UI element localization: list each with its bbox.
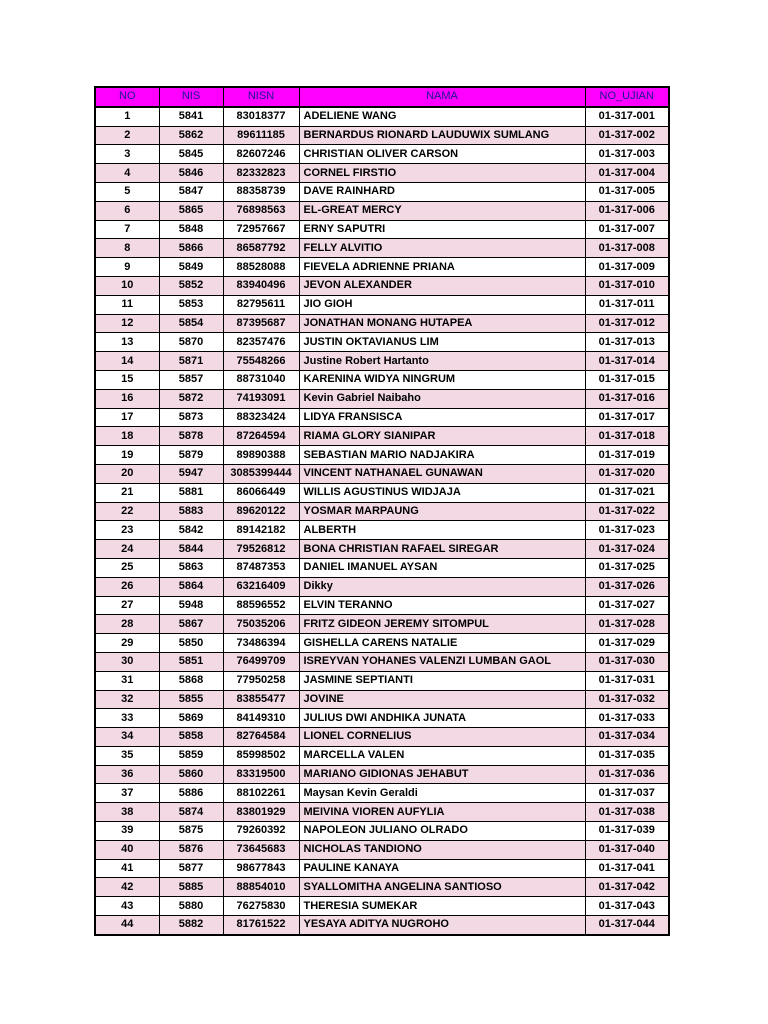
table-body — [95, 107, 669, 935]
table-row — [95, 333, 669, 352]
cell-nisn: 72957667 — [223, 220, 299, 239]
cell-nama: LIDYA FRANSISCA — [299, 408, 585, 427]
cell-nis: 5877 — [159, 859, 223, 878]
cell-no: 5 — [95, 182, 159, 201]
cell-no-ujian: 01-317-037 — [585, 784, 669, 803]
cell-nisn: 82332823 — [223, 164, 299, 183]
cell-nis: 5870 — [159, 333, 223, 352]
table-row — [95, 577, 669, 596]
cell-no: 28 — [95, 615, 159, 634]
cell-nisn: 73645683 — [223, 840, 299, 859]
cell-no-ujian: 01-317-033 — [585, 709, 669, 728]
cell-no: 30 — [95, 652, 159, 671]
cell-no-ujian: 01-317-042 — [585, 878, 669, 897]
cell-nama: ELVIN TERANNO — [299, 596, 585, 615]
cell-nama: CHRISTIAN OLIVER CARSON — [299, 145, 585, 164]
table-row — [95, 634, 669, 653]
cell-no-ujian: 01-317-014 — [585, 352, 669, 371]
table-row — [95, 258, 669, 277]
table-row — [95, 558, 669, 577]
cell-nisn: 75548266 — [223, 352, 299, 371]
table-row — [95, 314, 669, 333]
cell-nis: 5855 — [159, 690, 223, 709]
cell-no: 40 — [95, 840, 159, 859]
cell-nisn: 88358739 — [223, 182, 299, 201]
cell-no: 9 — [95, 258, 159, 277]
cell-no: 22 — [95, 502, 159, 521]
cell-nama: SYALLOMITHA ANGELINA SANTIOSO — [299, 878, 585, 897]
cell-nis: 5849 — [159, 258, 223, 277]
table-row — [95, 803, 669, 822]
cell-nama: ALBERTH — [299, 521, 585, 540]
cell-nis: 5857 — [159, 370, 223, 389]
cell-no-ujian: 01-317-028 — [585, 615, 669, 634]
cell-nisn: 83801929 — [223, 803, 299, 822]
header-nis: NIS — [159, 87, 223, 107]
cell-nama: BONA CHRISTIAN RAFAEL SIREGAR — [299, 540, 585, 559]
cell-no: 36 — [95, 765, 159, 784]
cell-nis: 5858 — [159, 728, 223, 747]
cell-nama: JIO GIOH — [299, 295, 585, 314]
table-row — [95, 540, 669, 559]
cell-nis: 5885 — [159, 878, 223, 897]
cell-no: 19 — [95, 446, 159, 465]
table-row — [95, 652, 669, 671]
cell-nis: 5846 — [159, 164, 223, 183]
cell-nama: JONATHAN MONANG HUTAPEA — [299, 314, 585, 333]
cell-nisn: 79526812 — [223, 540, 299, 559]
cell-no: 3 — [95, 145, 159, 164]
table-row — [95, 464, 669, 483]
cell-no-ujian: 01-317-041 — [585, 859, 669, 878]
cell-no: 1 — [95, 107, 159, 126]
cell-no-ujian: 01-317-013 — [585, 333, 669, 352]
cell-nisn: 81761522 — [223, 916, 299, 935]
cell-nisn: 83940496 — [223, 276, 299, 295]
table-row — [95, 596, 669, 615]
cell-nis: 5851 — [159, 652, 223, 671]
cell-no-ujian: 01-317-035 — [585, 746, 669, 765]
cell-nama: Dikky — [299, 577, 585, 596]
cell-no: 6 — [95, 201, 159, 220]
cell-nis: 5879 — [159, 446, 223, 465]
cell-nis: 5873 — [159, 408, 223, 427]
cell-nis: 5853 — [159, 295, 223, 314]
header-row — [95, 87, 669, 107]
table-row — [95, 746, 669, 765]
cell-nama: THERESIA SUMEKAR — [299, 897, 585, 916]
cell-nisn: 98677843 — [223, 859, 299, 878]
table-row — [95, 427, 669, 446]
cell-no: 41 — [95, 859, 159, 878]
table-row — [95, 126, 669, 145]
cell-nis: 5854 — [159, 314, 223, 333]
cell-no: 12 — [95, 314, 159, 333]
cell-nisn: 88854010 — [223, 878, 299, 897]
cell-no-ujian: 01-317-030 — [585, 652, 669, 671]
cell-no-ujian: 01-317-020 — [585, 464, 669, 483]
cell-nisn: 89611185 — [223, 126, 299, 145]
cell-nis: 5868 — [159, 671, 223, 690]
cell-nisn: 88102261 — [223, 784, 299, 803]
cell-nisn: 89890388 — [223, 446, 299, 465]
cell-no: 43 — [95, 897, 159, 916]
cell-no-ujian: 01-317-040 — [585, 840, 669, 859]
cell-nama: CORNEL FIRSTIO — [299, 164, 585, 183]
cell-nama: NAPOLEON JULIANO OLRADO — [299, 822, 585, 841]
cell-no-ujian: 01-317-029 — [585, 634, 669, 653]
cell-no: 8 — [95, 239, 159, 258]
table-row — [95, 671, 669, 690]
cell-nisn: 3085399444 — [223, 464, 299, 483]
cell-nama: DAVE RAINHARD — [299, 182, 585, 201]
cell-no: 15 — [95, 370, 159, 389]
cell-no-ujian: 01-317-026 — [585, 577, 669, 596]
cell-nis: 5880 — [159, 897, 223, 916]
cell-no: 35 — [95, 746, 159, 765]
cell-nis: 5845 — [159, 145, 223, 164]
cell-nama: EL-GREAT MERCY — [299, 201, 585, 220]
cell-no-ujian: 01-317-001 — [585, 107, 669, 126]
cell-no: 14 — [95, 352, 159, 371]
table-row — [95, 521, 669, 540]
table-row — [95, 370, 669, 389]
table-row — [95, 446, 669, 465]
cell-no: 23 — [95, 521, 159, 540]
table-row — [95, 276, 669, 295]
cell-nisn: 88596552 — [223, 596, 299, 615]
table-row — [95, 408, 669, 427]
cell-no-ujian: 01-317-044 — [585, 916, 669, 935]
cell-nis: 5883 — [159, 502, 223, 521]
cell-no-ujian: 01-317-019 — [585, 446, 669, 465]
table-row — [95, 182, 669, 201]
cell-no-ujian: 01-317-017 — [585, 408, 669, 427]
cell-no: 34 — [95, 728, 159, 747]
cell-nama: YESAYA ADITYA NUGROHO — [299, 916, 585, 935]
table-row — [95, 728, 669, 747]
cell-no: 31 — [95, 671, 159, 690]
table-row — [95, 164, 669, 183]
cell-no-ujian: 01-317-038 — [585, 803, 669, 822]
cell-nisn: 88731040 — [223, 370, 299, 389]
cell-no: 17 — [95, 408, 159, 427]
table-row — [95, 201, 669, 220]
cell-no-ujian: 01-317-009 — [585, 258, 669, 277]
cell-nama: ADELIENE WANG — [299, 107, 585, 126]
cell-nama: JEVON ALEXANDER — [299, 276, 585, 295]
cell-nisn: 85998502 — [223, 746, 299, 765]
cell-nis: 5866 — [159, 239, 223, 258]
cell-no-ujian: 01-317-039 — [585, 822, 669, 841]
table-row — [95, 690, 669, 709]
cell-nis: 5847 — [159, 182, 223, 201]
cell-nis: 5948 — [159, 596, 223, 615]
cell-no: 11 — [95, 295, 159, 314]
cell-nisn: 86066449 — [223, 483, 299, 502]
cell-nama: NICHOLAS TANDIONO — [299, 840, 585, 859]
cell-nis: 5841 — [159, 107, 223, 126]
cell-no-ujian: 01-317-043 — [585, 897, 669, 916]
cell-no: 27 — [95, 596, 159, 615]
table-row — [95, 145, 669, 164]
cell-nama: WILLIS AGUSTINUS WIDJAJA — [299, 483, 585, 502]
cell-nama: JUSTIN OKTAVIANUS LIM — [299, 333, 585, 352]
table-row — [95, 615, 669, 634]
cell-nama: BERNARDUS RIONARD LAUDUWIX SUMLANG — [299, 126, 585, 145]
cell-no-ujian: 01-317-015 — [585, 370, 669, 389]
cell-nama: GISHELLA CARENS NATALIE — [299, 634, 585, 653]
table-row — [95, 878, 669, 897]
cell-nisn: 82357476 — [223, 333, 299, 352]
cell-nis: 5852 — [159, 276, 223, 295]
cell-no-ujian: 01-317-032 — [585, 690, 669, 709]
cell-nama: Maysan Kevin Geraldi — [299, 784, 585, 803]
cell-nis: 5850 — [159, 634, 223, 653]
cell-nis: 5848 — [159, 220, 223, 239]
table-row — [95, 502, 669, 521]
cell-nis: 5872 — [159, 389, 223, 408]
header-nisn: NISN — [223, 87, 299, 107]
cell-nama: JULIUS DWI ANDHIKA JUNATA — [299, 709, 585, 728]
cell-no: 42 — [95, 878, 159, 897]
cell-nis: 5947 — [159, 464, 223, 483]
cell-no: 4 — [95, 164, 159, 183]
cell-no: 7 — [95, 220, 159, 239]
cell-no: 32 — [95, 690, 159, 709]
cell-nisn: 82607246 — [223, 145, 299, 164]
cell-no: 16 — [95, 389, 159, 408]
table-row — [95, 916, 669, 935]
cell-nis: 5860 — [159, 765, 223, 784]
table-row — [95, 389, 669, 408]
cell-nisn: 88323424 — [223, 408, 299, 427]
table-row — [95, 295, 669, 314]
cell-no-ujian: 01-317-002 — [585, 126, 669, 145]
cell-nama: YOSMAR MARPAUNG — [299, 502, 585, 521]
cell-nama: FRITZ GIDEON JEREMY SITOMPUL — [299, 615, 585, 634]
cell-nisn: 63216409 — [223, 577, 299, 596]
cell-no: 29 — [95, 634, 159, 653]
cell-no: 21 — [95, 483, 159, 502]
student-exam-table — [94, 86, 670, 936]
cell-no: 10 — [95, 276, 159, 295]
table-row — [95, 784, 669, 803]
cell-nisn: 88528088 — [223, 258, 299, 277]
cell-no: 18 — [95, 427, 159, 446]
cell-nis: 5875 — [159, 822, 223, 841]
cell-nis: 5881 — [159, 483, 223, 502]
cell-no-ujian: 01-317-016 — [585, 389, 669, 408]
cell-nisn: 84149310 — [223, 709, 299, 728]
cell-nis: 5886 — [159, 784, 223, 803]
cell-nis: 5874 — [159, 803, 223, 822]
cell-no: 37 — [95, 784, 159, 803]
cell-no-ujian: 01-317-023 — [585, 521, 669, 540]
cell-nisn: 82764584 — [223, 728, 299, 747]
cell-nama: FELLY ALVITIO — [299, 239, 585, 258]
cell-nama: JOVINE — [299, 690, 585, 709]
cell-no-ujian: 01-317-021 — [585, 483, 669, 502]
cell-no-ujian: 01-317-008 — [585, 239, 669, 258]
cell-nama: LIONEL CORNELIUS — [299, 728, 585, 747]
cell-no-ujian: 01-317-027 — [585, 596, 669, 615]
cell-nisn: 83319500 — [223, 765, 299, 784]
cell-no-ujian: 01-317-011 — [585, 295, 669, 314]
cell-nisn: 86587792 — [223, 239, 299, 258]
cell-no: 26 — [95, 577, 159, 596]
cell-no: 44 — [95, 916, 159, 935]
table-row — [95, 107, 669, 126]
cell-no: 13 — [95, 333, 159, 352]
cell-no: 38 — [95, 803, 159, 822]
cell-nisn: 76499709 — [223, 652, 299, 671]
cell-no: 24 — [95, 540, 159, 559]
cell-no-ujian: 01-317-024 — [585, 540, 669, 559]
cell-no-ujian: 01-317-025 — [585, 558, 669, 577]
cell-nama: ISREYVAN YOHANES VALENZI LUMBAN GAOL — [299, 652, 585, 671]
cell-nama: MEIVINA VIOREN AUFYLIA — [299, 803, 585, 822]
cell-no-ujian: 01-317-010 — [585, 276, 669, 295]
cell-nisn: 87395687 — [223, 314, 299, 333]
table-row — [95, 709, 669, 728]
cell-no-ujian: 01-317-018 — [585, 427, 669, 446]
cell-nama: Kevin Gabriel Naibaho — [299, 389, 585, 408]
cell-no-ujian: 01-317-031 — [585, 671, 669, 690]
cell-nisn: 83855477 — [223, 690, 299, 709]
header-no: NO — [95, 87, 159, 107]
cell-nis: 5844 — [159, 540, 223, 559]
cell-no: 20 — [95, 464, 159, 483]
cell-nama: DANIEL IMANUEL AYSAN — [299, 558, 585, 577]
cell-nis: 5842 — [159, 521, 223, 540]
cell-no-ujian: 01-317-005 — [585, 182, 669, 201]
cell-nama: RIAMA GLORY SIANIPAR — [299, 427, 585, 446]
cell-no: 39 — [95, 822, 159, 841]
header-nama: NAMA — [299, 87, 585, 107]
table-row — [95, 352, 669, 371]
table-row — [95, 239, 669, 258]
cell-nama: SEBASTIAN MARIO NADJAKIRA — [299, 446, 585, 465]
table-row — [95, 897, 669, 916]
cell-nama: FIEVELA ADRIENNE PRIANA — [299, 258, 585, 277]
cell-nisn: 89620122 — [223, 502, 299, 521]
cell-no: 33 — [95, 709, 159, 728]
cell-nisn: 75035206 — [223, 615, 299, 634]
cell-nama: MARCELLA VALEN — [299, 746, 585, 765]
table-row — [95, 859, 669, 878]
table-row — [95, 822, 669, 841]
cell-nama: KARENINA WIDYA NINGRUM — [299, 370, 585, 389]
cell-nisn: 76275830 — [223, 897, 299, 916]
cell-nisn: 87264594 — [223, 427, 299, 446]
cell-no-ujian: 01-317-003 — [585, 145, 669, 164]
cell-no-ujian: 01-317-012 — [585, 314, 669, 333]
cell-nisn: 77950258 — [223, 671, 299, 690]
cell-nisn: 74193091 — [223, 389, 299, 408]
cell-nis: 5876 — [159, 840, 223, 859]
cell-no: 25 — [95, 558, 159, 577]
cell-nama: MARIANO GIDIONAS JEHABUT — [299, 765, 585, 784]
cell-no-ujian: 01-317-006 — [585, 201, 669, 220]
cell-nis: 5869 — [159, 709, 223, 728]
table-row — [95, 220, 669, 239]
cell-nama: JASMINE SEPTIANTI — [299, 671, 585, 690]
cell-nama: VINCENT NATHANAEL GUNAWAN — [299, 464, 585, 483]
cell-no-ujian: 01-317-004 — [585, 164, 669, 183]
cell-no-ujian: 01-317-022 — [585, 502, 669, 521]
cell-nisn: 87487353 — [223, 558, 299, 577]
cell-nis: 5859 — [159, 746, 223, 765]
cell-nama: PAULINE KANAYA — [299, 859, 585, 878]
header-no-ujian: NO_UJIAN — [585, 87, 669, 107]
cell-no: 2 — [95, 126, 159, 145]
table-row — [95, 765, 669, 784]
cell-nis: 5862 — [159, 126, 223, 145]
cell-nisn: 73486394 — [223, 634, 299, 653]
table-row — [95, 483, 669, 502]
cell-nama: ERNY SAPUTRI — [299, 220, 585, 239]
cell-nis: 5865 — [159, 201, 223, 220]
cell-nis: 5867 — [159, 615, 223, 634]
cell-no-ujian: 01-317-036 — [585, 765, 669, 784]
cell-nis: 5864 — [159, 577, 223, 596]
cell-no-ujian: 01-317-007 — [585, 220, 669, 239]
cell-no-ujian: 01-317-034 — [585, 728, 669, 747]
cell-nisn: 79260392 — [223, 822, 299, 841]
cell-nama: Justine Robert Hartanto — [299, 352, 585, 371]
cell-nis: 5863 — [159, 558, 223, 577]
cell-nisn: 83018377 — [223, 107, 299, 126]
cell-nis: 5871 — [159, 352, 223, 371]
cell-nis: 5878 — [159, 427, 223, 446]
cell-nisn: 89142182 — [223, 521, 299, 540]
cell-nis: 5882 — [159, 916, 223, 935]
cell-nisn: 76898563 — [223, 201, 299, 220]
cell-nisn: 82795611 — [223, 295, 299, 314]
table-row — [95, 840, 669, 859]
